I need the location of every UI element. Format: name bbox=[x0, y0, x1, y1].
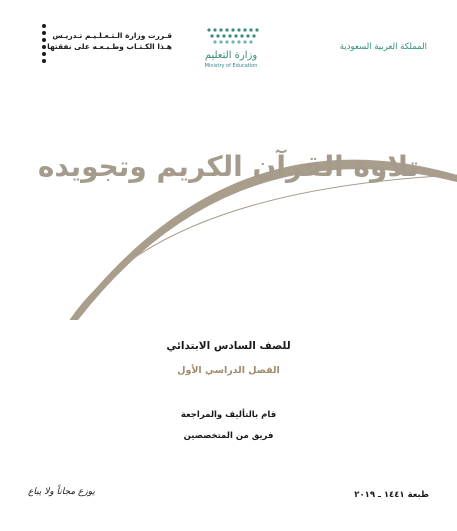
authors-line-1: قام بالتأليف والمراجعة bbox=[180, 410, 277, 420]
kingdom-name: المملكة العربية السعودية bbox=[339, 42, 427, 52]
free-distribution-note: يوزع مجاناً ولا يباع bbox=[28, 487, 95, 497]
decision-dots-decoration bbox=[40, 24, 46, 70]
ministry-name-arabic: وزارة التعليم bbox=[204, 50, 258, 61]
ministry-name-english: Ministry of Education bbox=[204, 63, 258, 69]
ministry-decision-note bbox=[47, 30, 172, 52]
decision-line-2: هـذا الكـتـاب وطـبـعـه على نفقتها bbox=[47, 42, 172, 51]
semester-label: الفصل الدراسي الأول bbox=[177, 365, 280, 376]
authors-line-2: فريق من المتخصصين bbox=[183, 431, 274, 441]
decision-line-1: قـررت وزارة الـتـعـلـيـم تـدريـس bbox=[52, 31, 172, 40]
book-title: تلاوة القرآن الكريم وتجويده bbox=[37, 150, 420, 183]
grade-label: للصف السادس الابتدائي bbox=[166, 340, 291, 352]
edition-label: طبعة ١٤٤١ ـ ٢٠١٩ bbox=[354, 490, 429, 500]
